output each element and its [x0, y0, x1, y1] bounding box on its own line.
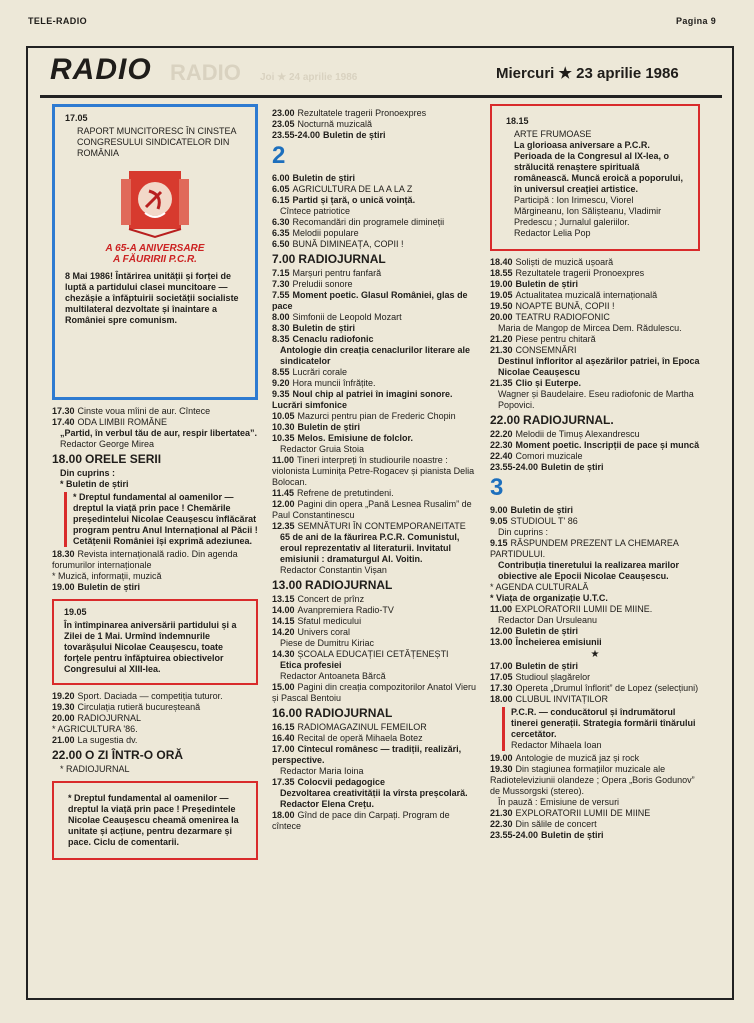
day-number: 2: [272, 142, 286, 169]
list-item-subtitle: Piese de Dumitru Kiriac: [280, 638, 375, 648]
box-time: 19.05: [64, 607, 87, 617]
list-item: 14.30 ȘCOALA EDUCAȚIEI CETĂȚENEȘTI: [272, 649, 449, 659]
highlight-note-credit: Redactor Mihaela Ioan: [511, 740, 602, 750]
list-item-credit: Redactor Antoaneta Bărcă: [280, 671, 386, 681]
list-item: 16.40 Recital de operă Mihaela Botez: [272, 733, 423, 743]
list-item: 14.00 Avanpremiera Radio-TV: [272, 605, 394, 615]
list-item: 23.00 Rezultatele tragerii Pronoexpres: [272, 108, 427, 118]
list-item: 17.30 Opereta „Drumul înflorit” de Lopez (selecțiuni): [490, 683, 699, 693]
list-item: 17.40 ODA LIMBII ROMÂNE: [52, 417, 168, 427]
page-number: Pagina 9: [676, 16, 717, 26]
feature-box-arte: [490, 104, 700, 251]
list-item: 21.30 CONSEMNĂRI: [490, 345, 577, 355]
list-item-major: 13.00 RADIOJURNAL: [272, 578, 393, 592]
box-time: 18.15: [506, 116, 529, 126]
list-item-subtitle: Din cuprins :: [498, 527, 549, 537]
page-title: RADIO: [50, 53, 152, 86]
list-item-subtitle: În pauză : Emisiune de versuri: [498, 797, 620, 807]
day-number: 3: [490, 474, 504, 501]
list-item-subtitle: Dezvoltarea creativității la vîrsta preșcolară. Redactor Elena Crețu.: [280, 788, 468, 809]
box-time: 17.05: [65, 113, 88, 123]
list-item: 15.00 Pagini din creația compozitorilor Anatol Vieru și Pascal Bentoiu: [272, 682, 476, 703]
star-divider-icon: ★: [590, 649, 600, 660]
list-item: 23.55-24.00 Buletin de știri: [490, 462, 604, 472]
list-item: 16.15 RADIOMAGAZINUL FEMEILOR: [272, 722, 427, 732]
list-item: 23.05 Nocturnă muzicală: [272, 119, 373, 129]
list-item: 10.35 Melos. Emisiune de folclor.: [272, 433, 414, 443]
feature-box-dreptul: [52, 781, 258, 860]
pcr-emblem-icon: [115, 165, 195, 239]
list-item: 19.30 Circulația rutieră bucureșteană: [52, 702, 201, 712]
highlight-note: [502, 707, 700, 751]
list-item: 8.30 Buletin de știri: [272, 323, 356, 333]
list-item-credit: Redactor Constantin Vișan: [280, 565, 387, 575]
list-item-credit: Redactor George Mirea: [60, 439, 155, 449]
list-item: 11.00 Tineri interpreți în studiourile noastre : violonista Luminița Petre-Rogacev și pianista Delia Bolocan.: [272, 455, 475, 487]
list-item: 6.50 BUNĂ DIMINEAȚA, COPII !: [272, 239, 404, 249]
list-item: 23.55-24.00 Buletin de știri: [272, 130, 386, 140]
list-item: 18.40 Soliști de muzică ușoară: [490, 257, 614, 267]
anniversary-line-2: A FĂURIRII P.C.R.: [113, 254, 197, 265]
box-heading: RAPORT MUNCITORESC ÎN CINSTEA CONGRESULUI SINDICATELOR DIN ROMÂNIA: [77, 126, 237, 158]
list-item: 18.55 Rezultatele tragerii Pronoexpres: [490, 268, 645, 278]
list-item: 17.00 Buletin de știri: [490, 661, 579, 671]
list-item-major: 18.00 ORELE SERII: [52, 452, 162, 466]
list-item: 19.00 Antologie de muzică jaz și rock: [490, 753, 640, 763]
list-item: 14.15 Sfatul medicului: [272, 616, 362, 626]
list-item: 17.30 Cinste voua mîini de aur. Cîntece: [52, 406, 211, 416]
anniversary-line-1: A 65-A ANIVERSARE: [105, 243, 205, 254]
list-item-subtitle: Antologie din creația cenaclurilor literare ale sindicatelor: [280, 345, 471, 366]
list-item: 9.35 Noul chip al patriei în imagini sonore. Lucrări simfonice: [272, 389, 453, 410]
list-item: 14.20 Univers coral: [272, 627, 351, 637]
list-item-major: 7.00 RADIOJURNAL: [272, 252, 386, 266]
list-item-subtitle: Destinul înfloritor al așezărilor patriei, în Epoca Nicolae Ceaușescu: [498, 356, 700, 377]
list-item: 7.55 Moment poetic. Glasul României, glas de pace: [272, 290, 468, 311]
list-item-subtitle: Din cuprins :: [60, 468, 116, 478]
list-item: 8.55 Lucrări corale: [272, 367, 348, 377]
list-item: * Viața de organizație U.T.C.: [490, 593, 608, 603]
list-item: 22.30 Din sălile de concert: [490, 819, 597, 829]
list-item: 18.00 CLUBUL INVITAȚILOR: [490, 694, 609, 704]
list-item-subtitle: Contribuția tineretului la realizarea marilor obiective ale Epocii Nicolae Ceaușescu.: [498, 560, 680, 581]
list-item: * AGENDA CULTURALĂ: [490, 582, 589, 592]
list-item: 19.05 Actualitatea muzicală internațională: [490, 290, 658, 300]
box-heading: ARTE FRUMOASE: [514, 129, 592, 139]
list-item: 19.20 Sport. Daciada — competiția tuturor.: [52, 691, 223, 701]
list-item: 8.00 Simfonii de Leopold Mozart: [272, 312, 402, 322]
list-item: 17.35 Colocvii pedagogice: [272, 777, 386, 787]
list-item-subtitle: Etica profesiei: [280, 660, 342, 670]
list-item: * Muzică, informații, muzică: [52, 571, 162, 581]
list-item-credit: Redactor Maria Ioina: [280, 766, 364, 776]
list-item: 21.00 La sugestia dv.: [52, 735, 138, 745]
box-credit: Redactor Lelia Pop: [514, 228, 591, 238]
highlight-note: * Dreptul fundamental al oamenilor — dreptul la viață prin pace ! Chemările președintelui Nicolae Ceaușescu înflăcărat program pentru Anul Internațional al Păcii ! Cetățenii României își exprimă adeziunea.: [64, 492, 258, 547]
list-item: 12.00 Pagini din opera „Pană Lesnea Rusalim” de Paul Constantinescu: [272, 499, 472, 520]
list-item: 8.35 Cenaclu radiofonic: [272, 334, 374, 344]
list-item: 6.05 AGRICULTURA DE LA A LA Z: [272, 184, 413, 194]
column-2: [272, 108, 478, 832]
page-section-label: TELE-RADIO: [28, 16, 87, 26]
list-item: 9.00 Buletin de știri: [490, 505, 574, 515]
list-item: 12.00 Buletin de știri: [490, 626, 579, 636]
list-item: 20.00 TEATRU RADIOFONIC: [490, 312, 610, 322]
list-item: 21.35 Clio și Euterpe.: [490, 378, 582, 388]
list-item: * AGRICULTURA '86.: [52, 724, 138, 734]
list-item: 21.30 EXPLORATORII LUMII DE MIINE: [490, 808, 651, 818]
list-item-subtitle: „Partid, în verbul tău de aur, respir libertatea”.: [60, 428, 258, 438]
column-1: [52, 104, 258, 866]
list-item-subtitle: Maria de Mangop de Mircea Dem. Rădulescu.: [498, 323, 682, 333]
list-item-subtitle: Wagner și Baudelaire. Eseu radiofonic de Martha Popovici.: [498, 389, 694, 410]
list-item: 19.00 Buletin de știri: [490, 279, 579, 289]
highlight-note-text: P.C.R. — conducătorul și îndrumătorul tinerei generații. Strategia formării tînărului cercetător.: [511, 707, 696, 739]
list-item: 7.30 Preludii sonore: [272, 279, 353, 289]
list-item: 10.30 Buletin de știri: [272, 422, 361, 432]
list-item-credit: Redactor Dan Ursuleanu: [498, 615, 598, 625]
list-item: 6.30 Recomandări din programele dimineții: [272, 217, 445, 227]
list-item: 22.40 Comori muzicale: [490, 451, 583, 461]
list-item: 11.45 Refrene de pretutindeni.: [272, 488, 394, 498]
list-item: 7.15 Marșuri pentru fanfară: [272, 268, 382, 278]
list-item-subtitle: Cîntece patriotice: [280, 206, 351, 216]
list-item-subtitle: 65 de ani de la făurirea P.C.R. Comunistul, eroul reprezentativ al literaturii. Invitatul emisiunii : dramaturgul Al. Voitin.: [280, 532, 460, 564]
feature-box-19-05: [52, 599, 258, 685]
list-item: 6.35 Melodii populare: [272, 228, 359, 238]
list-item: 9.05 STUDIOUL T' 86: [490, 516, 578, 526]
box-body: * Dreptul fundamental al oamenilor — dreptul la viață prin pace ! Președintele Nicolae Ceaușescu cheamă omenirea la unitate și acțiune, pentru dezarmare și pace. Ciclu de comentarii.: [68, 793, 239, 847]
list-item: 11.00 EXPLORATORII LUMII DE MIINE.: [490, 604, 653, 614]
list-item: 23.55-24.00 Buletin de știri: [490, 830, 604, 840]
column-3: [490, 104, 700, 841]
list-item: 6.15 Partid și țară, o unică voință.: [272, 195, 416, 205]
list-item: 13.15 Concert de prînz: [272, 594, 365, 604]
page-date: Miercuri ★ 23 aprilie 1986: [496, 65, 679, 82]
title-rule: [40, 95, 722, 98]
list-item-credit: Redactor Gruia Stoia: [280, 444, 365, 454]
box-body: În întîmpinarea aniversării partidului și a Zilei de 1 Mai. Urmînd îndemnurile tovarășului Nicolae Ceaușescu, toate forțele pentru înfăptuirea obiectivelor Congresului al XIII-lea.: [64, 620, 237, 674]
list-item: 9.20 Hora muncii înfrățite.: [272, 378, 376, 388]
box-participants: Participă : Ion Irimescu, Viorel Mărgineanu, Ion Sălișteanu, Vladimir Predescu ; Jurnalul galeriilor.: [514, 195, 662, 227]
list-item: 17.05 Studioul șlagărelor: [490, 672, 591, 682]
box-body: 8 Mai 1986! Întărirea unității și forței de luptă a partidului clasei muncitoare — chezășie a înfăptuirii societății socialiste multilateral dezvoltate și înaintare a României spre comunism.: [65, 271, 239, 325]
list-item: 17.00 Cîntecul românesc — tradiții, realizări, perspective.: [272, 744, 462, 765]
list-item: 10.05 Mazurci pentru pian de Frederic Chopin: [272, 411, 456, 421]
list-item: 9.15 RĂSPUNDEM PREZENT LA CHEMAREA PARTIDULUI.: [490, 538, 679, 559]
list-item: 21.20 Piese pentru chitară: [490, 334, 596, 344]
list-item: 12.35 SEMNĂTURI ÎN CONTEMPORANEITATE: [272, 521, 466, 531]
bleed-through-date: Joi ★ 24 aprilie 1986: [260, 72, 358, 83]
list-item: 19.30 Din stagiunea formațiilor muzicale ale Radioteleviziunii olandeze ; Opera „Boris Godunov” de Mussorgski (stereo).: [490, 764, 695, 796]
bleed-through-title: RADIO: [170, 60, 241, 85]
list-item-major: 22.00 O ZI ÎNTR-O ORĂ: [52, 748, 184, 762]
list-item: 19.00 Buletin de știri: [52, 582, 141, 592]
list-item-subtitle: * RADIOJURNAL: [60, 764, 130, 774]
list-item: 6.00 Buletin de știri: [272, 173, 356, 183]
box-body: La glorioasa aniversare a P.C.R. Perioada de la Congresul al IX-lea, o strălucită renaștere spirituală românească. Muncă eroică a poporului, în universul creației artistice.: [514, 140, 684, 194]
list-item: 20.00 RADIOJURNAL: [52, 713, 142, 723]
list-item-major: 22.00 RADIOJURNAL.: [490, 413, 614, 427]
feature-box-raport: [52, 104, 258, 400]
list-item-major: 16.00 RADIOJURNAL: [272, 706, 393, 720]
list-item: 22.30 Moment poetic. Inscripții de pace și muncă: [490, 440, 700, 450]
list-item: 22.20 Melodii de Timuș Alexandrescu: [490, 429, 640, 439]
list-item: 19.50 NOAPTE BUNĂ, COPII !: [490, 301, 615, 311]
list-item: 13.00 Încheierea emisiunii: [490, 637, 602, 647]
list-item: 18.30 Revista internațională radio. Din agenda forumurilor internaționale: [52, 549, 238, 570]
list-item-subtitle: * Buletin de știri: [60, 479, 129, 489]
list-item: 18.00 Gînd de pace din Carpați. Program de cîntece: [272, 810, 450, 831]
